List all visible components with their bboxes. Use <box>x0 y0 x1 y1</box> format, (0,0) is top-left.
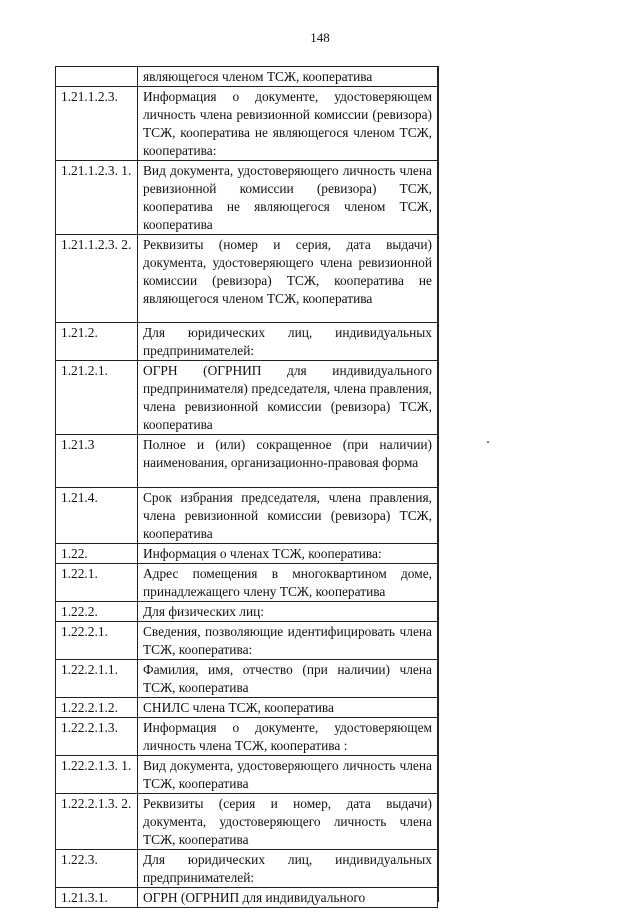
table-row <box>56 850 438 888</box>
table-row <box>56 67 438 87</box>
item-number: 1.21.3.1. <box>56 888 138 908</box>
item-number: 1.22.3. <box>56 850 138 888</box>
item-description: Реквизиты (номер и серия, дата выдачи) документа, удостоверяющего члена ревизионной комиссии (ревизора) ТСЖ, кооператива не являющегося членом ТСЖ, кооператива <box>138 235 438 323</box>
table-row <box>56 660 438 698</box>
item-description: ОГРН (ОГРНИП для индивидуального <box>138 888 438 908</box>
item-description: Вид документа, удостоверяющего личность члена ревизионной комиссии (ревизора) ТСЖ, кооператива не являющегося членом ТСЖ, кооператива <box>138 161 438 235</box>
item-number: 1.22.2.1.1. <box>56 660 138 698</box>
item-description: Информация о документе, удостоверяющем личность члена ревизионной комиссии (ревизора) ТСЖ, кооператива не являющегося членом ТСЖ, кооператива: <box>138 87 438 161</box>
item-description: Информация о документе, удостоверяющем личность члена ТСЖ, кооператива : <box>138 718 438 756</box>
item-description: Для физических лиц: <box>138 602 438 622</box>
item-description: Для юридических лиц, индивидуальных предпринимателей: <box>138 323 438 361</box>
item-number: 1.22.2.1.3. 1. <box>56 756 138 794</box>
table-row <box>56 698 438 718</box>
item-number: 1.22. <box>56 544 138 564</box>
item-description: Вид документа, удостоверяющего личность члена ТСЖ, кооператива <box>138 756 438 794</box>
table-row <box>56 323 438 361</box>
table-row <box>56 756 438 794</box>
item-number: 1.22.1. <box>56 564 138 602</box>
item-number: 1.21.2.1. <box>56 361 138 435</box>
table-row <box>56 361 438 435</box>
requirements-table <box>55 66 438 908</box>
table-row <box>56 718 438 756</box>
item-description: Адрес помещения в многоквартином доме, принадлежащего члену ТСЖ, кооператива <box>138 564 438 602</box>
item-number: 1.21.4. <box>56 488 138 544</box>
item-description: Полное и (или) сокращенное (при наличии) наименования, организационно-правовая форма <box>138 435 438 488</box>
item-description: ОГРН (ОГРНИП для индивидуального предпринимателя) председателя, члена правления, члена ревизионной комиссии (ревизора) ТСЖ, кооператива <box>138 361 438 435</box>
item-number: 1.21.2. <box>56 323 138 361</box>
table-row <box>56 794 438 850</box>
item-description: Для юридических лиц, индивидуальных предпринимателей: <box>138 850 438 888</box>
table-row <box>56 622 438 660</box>
item-number: 1.21.1.2.3. <box>56 87 138 161</box>
item-description: Сведения, позволяющие идентифицировать члена ТСЖ, кооператива: <box>138 622 438 660</box>
page-number: 148 <box>310 30 330 45</box>
item-description: СНИЛС члена ТСЖ, кооператива <box>138 698 438 718</box>
scan-speck <box>487 441 489 443</box>
table-row <box>56 564 438 602</box>
item-number: 1.22.2.1.3. 2. <box>56 794 138 850</box>
table-row <box>56 888 438 908</box>
table-row <box>56 161 438 235</box>
item-number: 1.21.3 <box>56 435 138 488</box>
table-row <box>56 544 438 564</box>
item-number: 1.22.2. <box>56 602 138 622</box>
table-row <box>56 488 438 544</box>
table-row <box>56 435 438 488</box>
item-number: 1.22.2.1.3. <box>56 718 138 756</box>
item-number: 1.22.2.1.2. <box>56 698 138 718</box>
item-number: 1.21.1.2.3. 1. <box>56 161 138 235</box>
item-description: Информация о членах ТСЖ, кооператива: <box>138 544 438 564</box>
item-number: 1.21.1.2.3. 2. <box>56 235 138 323</box>
table-row <box>56 602 438 622</box>
empty-column-border <box>438 66 439 902</box>
item-description: Срок избрания председателя, члена правления, члена ревизионной комиссии (ревизора) ТСЖ, кооператива <box>138 488 438 544</box>
item-description: Фамилия, имя, отчество (при наличии) члена ТСЖ, кооператива <box>138 660 438 698</box>
item-description: Реквизиты (серия и номер, дата выдачи) документа, удостоверяющего личность члена ТСЖ, кооператива <box>138 794 438 850</box>
item-number: 1.22.2.1. <box>56 622 138 660</box>
item-number <box>56 67 138 87</box>
item-description: являющегося членом ТСЖ, кооператива <box>138 67 438 87</box>
table-row <box>56 235 438 323</box>
table-row <box>56 87 438 161</box>
